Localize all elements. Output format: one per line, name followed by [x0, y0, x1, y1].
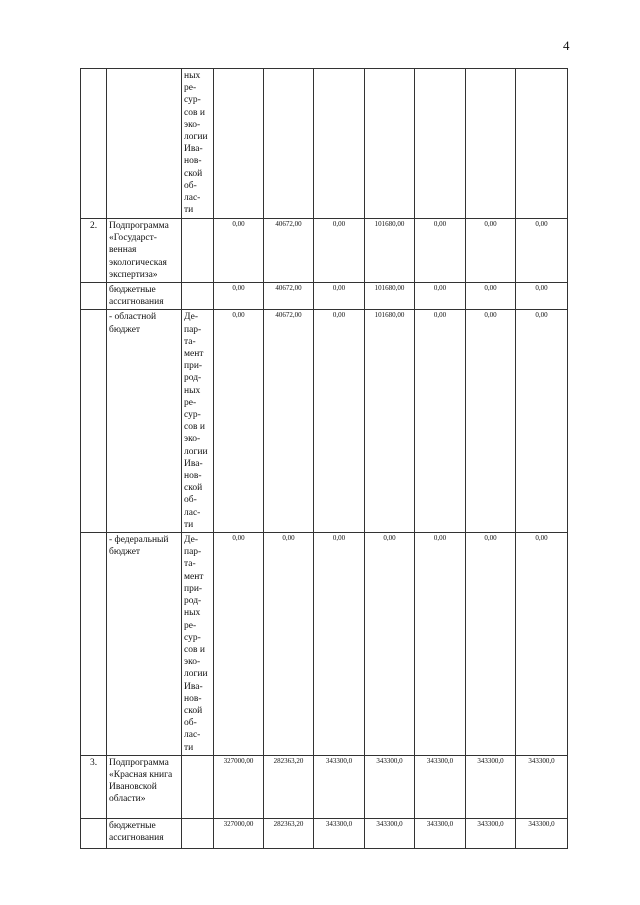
- table-row: [81, 310, 568, 533]
- row-index: 3.: [81, 755, 107, 818]
- value-cell: [314, 818, 365, 848]
- executor-line: об-: [184, 718, 197, 729]
- value-cell: [415, 310, 466, 533]
- row-executor: [182, 533, 214, 756]
- value-text: 0,00: [535, 311, 548, 320]
- executor-line: эко-: [184, 434, 201, 445]
- executor-line: нов-: [184, 471, 202, 482]
- row-index: [81, 533, 107, 756]
- value-cell: [365, 533, 415, 756]
- executor-line: ти: [184, 519, 194, 530]
- value-text: 0,00: [484, 220, 497, 228]
- executor-line: логии: [184, 669, 208, 680]
- executor-line: ных: [184, 385, 201, 396]
- value-text: 0,00: [232, 220, 245, 228]
- row-name: Подпрограмма «Красная книга Ивановской области»: [107, 755, 182, 818]
- row-index: [81, 69, 107, 219]
- value-text: 343300,0: [426, 819, 454, 828]
- value-cell: [264, 310, 314, 533]
- executor-line: ти: [184, 205, 194, 216]
- value-text: 40672,00: [275, 284, 302, 293]
- executor-line: при-: [184, 583, 203, 594]
- value-cell: [415, 533, 466, 756]
- executor-line: Ива-: [184, 144, 203, 155]
- value-cell: [365, 818, 415, 848]
- executor-line: логии: [184, 446, 208, 457]
- executor-line: сов и: [184, 644, 205, 655]
- row-executor: [182, 755, 214, 818]
- executor-line: сур-: [184, 410, 201, 421]
- executor-line: лас-: [184, 730, 201, 741]
- value-text: 343300,0: [528, 756, 555, 765]
- value-text: 40672,00: [275, 220, 302, 228]
- value-text: 0,00: [332, 534, 346, 543]
- executor-line: Де-: [184, 535, 198, 546]
- value-cell: [516, 533, 568, 756]
- executor-line: ных: [184, 71, 201, 81]
- table-row: [81, 69, 568, 219]
- value-text: 327000,00: [223, 756, 254, 765]
- executor-line: ти: [184, 742, 194, 753]
- executor-line: нов-: [184, 693, 202, 704]
- value-cell: [264, 818, 314, 848]
- value-text: 0,00: [433, 220, 447, 228]
- row-executor: [182, 283, 214, 310]
- table-row: [81, 818, 568, 848]
- executor-line: эко-: [184, 119, 201, 130]
- value-cell: [214, 533, 264, 756]
- value-cell: [466, 69, 516, 219]
- row-executor: [182, 219, 214, 283]
- value-cell: [516, 755, 568, 818]
- value-text: 0,00: [232, 311, 245, 320]
- executor-line: сов и: [184, 107, 205, 118]
- value-cell: [214, 283, 264, 310]
- value-text: 0,00: [332, 220, 346, 228]
- value-cell: [415, 283, 466, 310]
- page-number: 4: [563, 38, 570, 53]
- value-cell: [264, 533, 314, 756]
- table-row: [81, 219, 568, 283]
- executor-line: сур-: [184, 632, 201, 643]
- value-text: 0,00: [232, 534, 245, 543]
- row-name: Подпрограмма «Государст-венная экологическая экспертиза»: [107, 219, 182, 283]
- row-name: бюджетные ассигнования: [107, 283, 182, 310]
- executor-line: ской: [184, 168, 203, 179]
- value-text: 101680,00: [374, 220, 405, 228]
- value-cell: [264, 219, 314, 283]
- executor-line: ных: [184, 608, 201, 619]
- value-text: 327000,00: [223, 819, 254, 828]
- value-text: 0,00: [433, 284, 447, 293]
- value-cell: [466, 283, 516, 310]
- value-text: 282363,20: [273, 756, 304, 765]
- value-cell: [466, 533, 516, 756]
- value-text: 343300,0: [426, 756, 454, 765]
- value-text: 343300,0: [528, 819, 555, 828]
- value-cell: [466, 755, 516, 818]
- value-cell: [365, 219, 415, 283]
- value-text: 0,00: [484, 284, 497, 293]
- row-executor: [182, 69, 214, 219]
- row-name: - федеральный бюджет: [107, 533, 182, 756]
- value-text: 101680,00: [374, 311, 405, 320]
- value-cell: [466, 219, 516, 283]
- executor-line: ре-: [184, 83, 197, 94]
- value-cell: [365, 69, 415, 219]
- value-text: 343300,0: [376, 819, 403, 828]
- value-text: 0,00: [332, 311, 346, 320]
- executor-line: та-: [184, 559, 196, 570]
- value-text: 0,00: [484, 311, 497, 320]
- row-name: - областной бюджет: [107, 310, 182, 533]
- row-index: 2.: [81, 219, 107, 283]
- executor-line: ре-: [184, 620, 197, 631]
- value-cell: [516, 283, 568, 310]
- value-cell: [466, 310, 516, 533]
- value-text: 343300,0: [477, 756, 504, 765]
- budget-table-body: [81, 69, 568, 849]
- value-cell: [415, 69, 466, 219]
- value-cell: [314, 69, 365, 219]
- executor-line: пар-: [184, 547, 202, 558]
- executor-line: при-: [184, 361, 203, 372]
- value-cell: [365, 755, 415, 818]
- value-cell: [314, 533, 365, 756]
- value-text: 0,00: [484, 534, 497, 543]
- value-cell: [314, 283, 365, 310]
- executor-line: ре-: [184, 397, 197, 408]
- value-text: 0,00: [282, 534, 295, 543]
- value-text: 0,00: [535, 284, 548, 293]
- value-cell: [516, 818, 568, 848]
- value-cell: [314, 310, 365, 533]
- value-text: 282363,20: [273, 819, 304, 828]
- table-row: [81, 755, 568, 818]
- value-text: 0,00: [232, 284, 245, 293]
- value-cell: [365, 310, 415, 533]
- value-cell: [214, 755, 264, 818]
- executor-line: Ива-: [184, 458, 203, 469]
- value-cell: [415, 818, 466, 848]
- value-cell: [516, 69, 568, 219]
- executor-line: нов-: [184, 156, 202, 167]
- value-cell: [264, 69, 314, 219]
- value-text: 0,00: [332, 284, 346, 293]
- table-row: [81, 283, 568, 310]
- executor-line: эко-: [184, 657, 201, 668]
- value-cell: [214, 310, 264, 533]
- executor-line: мент: [184, 571, 204, 582]
- value-cell: [264, 755, 314, 818]
- executor-line: Ива-: [184, 681, 203, 692]
- value-text: 0,00: [383, 534, 396, 543]
- executor-line: лас-: [184, 193, 201, 204]
- executor-line: ской: [184, 705, 203, 716]
- row-index: [81, 310, 107, 533]
- row-index: [81, 283, 107, 310]
- value-text: 0,00: [535, 534, 548, 543]
- value-cell: [314, 755, 365, 818]
- value-text: 343300,0: [477, 819, 504, 828]
- value-cell: [264, 283, 314, 310]
- value-text: 0,00: [535, 220, 548, 228]
- executor-line: ской: [184, 483, 203, 494]
- budget-table: [80, 68, 568, 849]
- executor-line: Де-: [184, 312, 198, 323]
- value-cell: [466, 818, 516, 848]
- executor-line: мент: [184, 349, 204, 360]
- value-cell: [214, 818, 264, 848]
- value-cell: [314, 219, 365, 283]
- value-cell: [516, 310, 568, 533]
- value-cell: [214, 219, 264, 283]
- value-cell: [415, 219, 466, 283]
- row-name: [107, 69, 182, 219]
- row-name: бюджетные ассигнования: [107, 818, 182, 848]
- executor-line: род-: [184, 596, 202, 607]
- executor-line: об-: [184, 180, 197, 191]
- executor-line: та-: [184, 336, 196, 347]
- row-executor: [182, 310, 214, 533]
- executor-line: пар-: [184, 324, 202, 335]
- executor-line: об-: [184, 495, 197, 506]
- executor-line: лас-: [184, 507, 201, 518]
- value-cell: [365, 283, 415, 310]
- value-text: 101680,00: [374, 284, 405, 293]
- executor-line: род-: [184, 373, 202, 384]
- executor-line: логии: [184, 132, 208, 143]
- row-executor: [182, 818, 214, 848]
- row-index: [81, 818, 107, 848]
- value-text: 343300,0: [325, 756, 353, 765]
- value-text: 0,00: [433, 311, 447, 320]
- value-cell: [516, 219, 568, 283]
- table-row: [81, 533, 568, 756]
- value-text: 343300,0: [325, 819, 353, 828]
- value-text: 343300,0: [376, 756, 403, 765]
- value-cell: [214, 69, 264, 219]
- value-text: 0,00: [433, 534, 447, 543]
- value-text: 40672,00: [275, 311, 302, 320]
- executor-line: сур-: [184, 95, 201, 106]
- value-cell: [415, 755, 466, 818]
- executor-line: сов и: [184, 422, 205, 433]
